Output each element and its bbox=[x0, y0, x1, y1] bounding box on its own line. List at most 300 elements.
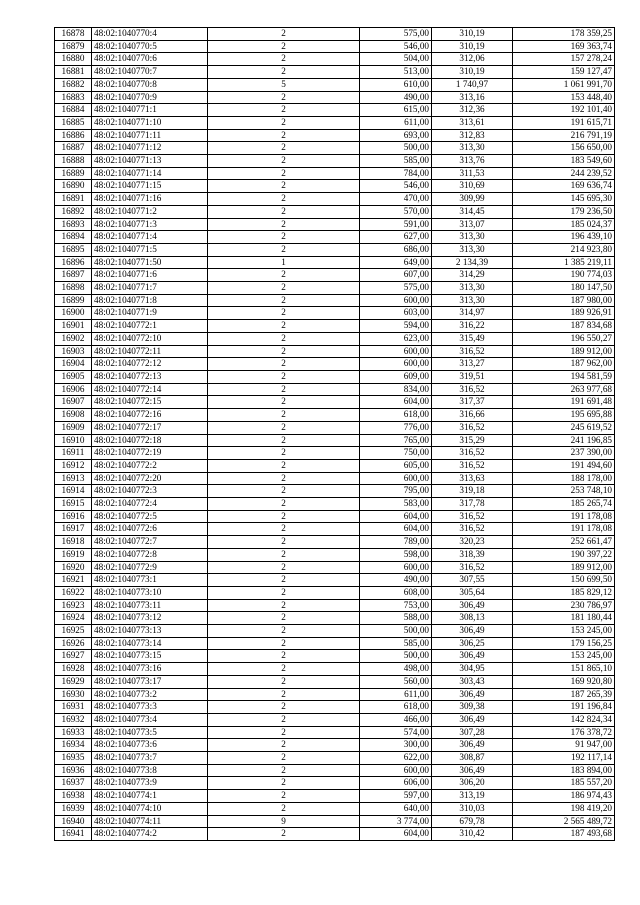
count-cell: 2 bbox=[208, 828, 360, 841]
area-cell: 750,00 bbox=[360, 447, 432, 460]
count-cell: 2 bbox=[208, 637, 360, 650]
area-cell: 575,00 bbox=[360, 28, 432, 41]
count-cell: 2 bbox=[208, 548, 360, 561]
area-cell: 3 774,00 bbox=[360, 815, 432, 828]
cadastral-number: 48:02:1040771:11 bbox=[92, 129, 208, 142]
rate-cell: 310,19 bbox=[432, 40, 513, 53]
area-cell: 598,00 bbox=[360, 548, 432, 561]
count-cell: 2 bbox=[208, 586, 360, 599]
rate-cell: 313,30 bbox=[432, 142, 513, 155]
count-cell: 2 bbox=[208, 713, 360, 726]
row-number: 16936 bbox=[55, 764, 92, 777]
cadastral-number: 48:02:1040772:6 bbox=[92, 523, 208, 536]
table-row bbox=[55, 78, 615, 91]
row-number: 16882 bbox=[55, 78, 92, 91]
rate-cell: 2 134,39 bbox=[432, 256, 513, 269]
value-cell: 187 265,39 bbox=[513, 688, 615, 701]
count-cell: 2 bbox=[208, 561, 360, 574]
value-cell: 153 245,00 bbox=[513, 650, 615, 663]
area-cell: 649,00 bbox=[360, 256, 432, 269]
table-row bbox=[55, 66, 615, 79]
row-number: 16939 bbox=[55, 802, 92, 815]
area-cell: 753,00 bbox=[360, 599, 432, 612]
rate-cell: 318,39 bbox=[432, 548, 513, 561]
value-cell: 169 636,74 bbox=[513, 180, 615, 193]
rate-cell: 306,49 bbox=[432, 713, 513, 726]
value-cell: 214 923,80 bbox=[513, 243, 615, 256]
count-cell: 2 bbox=[208, 142, 360, 155]
count-cell: 9 bbox=[208, 815, 360, 828]
rate-cell: 310,19 bbox=[432, 66, 513, 79]
table-row bbox=[55, 612, 615, 625]
row-number: 16920 bbox=[55, 561, 92, 574]
row-number: 16901 bbox=[55, 320, 92, 333]
area-cell: 834,00 bbox=[360, 383, 432, 396]
area-cell: 570,00 bbox=[360, 205, 432, 218]
table-row bbox=[55, 243, 615, 256]
value-cell: 191 494,60 bbox=[513, 459, 615, 472]
cadastral-number: 48:02:1040772:16 bbox=[92, 409, 208, 422]
area-cell: 640,00 bbox=[360, 802, 432, 815]
area-cell: 603,00 bbox=[360, 307, 432, 320]
row-number: 16887 bbox=[55, 142, 92, 155]
table-row bbox=[55, 548, 615, 561]
row-number: 16898 bbox=[55, 282, 92, 295]
value-cell: 179 236,50 bbox=[513, 205, 615, 218]
rate-cell: 306,49 bbox=[432, 650, 513, 663]
count-cell: 2 bbox=[208, 231, 360, 244]
rate-cell: 313,07 bbox=[432, 218, 513, 231]
rate-cell: 309,99 bbox=[432, 193, 513, 206]
cadastral-number: 48:02:1040771:2 bbox=[92, 205, 208, 218]
cadastral-number: 48:02:1040771:6 bbox=[92, 269, 208, 282]
value-cell: 189 912,00 bbox=[513, 345, 615, 358]
cadastral-number: 48:02:1040772:20 bbox=[92, 472, 208, 485]
count-cell: 2 bbox=[208, 66, 360, 79]
count-cell: 2 bbox=[208, 28, 360, 41]
area-cell: 597,00 bbox=[360, 790, 432, 803]
count-cell: 2 bbox=[208, 193, 360, 206]
table-row bbox=[55, 40, 615, 53]
value-cell: 153 245,00 bbox=[513, 625, 615, 638]
area-cell: 627,00 bbox=[360, 231, 432, 244]
count-cell: 2 bbox=[208, 739, 360, 752]
row-number: 16904 bbox=[55, 358, 92, 371]
row-number: 16916 bbox=[55, 510, 92, 523]
cadastral-number: 48:02:1040772:8 bbox=[92, 548, 208, 561]
row-number: 16890 bbox=[55, 180, 92, 193]
rate-cell: 312,06 bbox=[432, 53, 513, 66]
rate-cell: 314,45 bbox=[432, 205, 513, 218]
table-row bbox=[55, 574, 615, 587]
cadastral-number: 48:02:1040772:19 bbox=[92, 447, 208, 460]
rate-cell: 307,28 bbox=[432, 726, 513, 739]
table-row bbox=[55, 739, 615, 752]
rate-cell: 315,29 bbox=[432, 434, 513, 447]
table-row bbox=[55, 434, 615, 447]
cadastral-number: 48:02:1040772:9 bbox=[92, 561, 208, 574]
rate-cell: 312,36 bbox=[432, 104, 513, 117]
row-number: 16888 bbox=[55, 155, 92, 168]
count-cell: 2 bbox=[208, 802, 360, 815]
cadastral-number: 48:02:1040773:12 bbox=[92, 612, 208, 625]
table-row bbox=[55, 675, 615, 688]
value-cell: 241 196,85 bbox=[513, 434, 615, 447]
value-cell: 190 774,03 bbox=[513, 269, 615, 282]
row-number: 16883 bbox=[55, 91, 92, 104]
value-cell: 216 791,19 bbox=[513, 129, 615, 142]
cadastral-number: 48:02:1040770:8 bbox=[92, 78, 208, 91]
table-row bbox=[55, 523, 615, 536]
table-row bbox=[55, 409, 615, 422]
area-cell: 607,00 bbox=[360, 269, 432, 282]
cadastral-number: 48:02:1040770:7 bbox=[92, 66, 208, 79]
cadastral-number: 48:02:1040773:6 bbox=[92, 739, 208, 752]
cadastral-number: 48:02:1040771:15 bbox=[92, 180, 208, 193]
cadastral-number: 48:02:1040773:3 bbox=[92, 701, 208, 714]
count-cell: 2 bbox=[208, 104, 360, 117]
cadastral-number: 48:02:1040771:1 bbox=[92, 104, 208, 117]
row-number: 16926 bbox=[55, 637, 92, 650]
row-number: 16931 bbox=[55, 701, 92, 714]
count-cell: 2 bbox=[208, 129, 360, 142]
area-cell: 500,00 bbox=[360, 625, 432, 638]
area-cell: 600,00 bbox=[360, 561, 432, 574]
table-row bbox=[55, 294, 615, 307]
area-cell: 600,00 bbox=[360, 764, 432, 777]
table-row bbox=[55, 713, 615, 726]
area-cell: 600,00 bbox=[360, 358, 432, 371]
row-number: 16892 bbox=[55, 205, 92, 218]
count-cell: 2 bbox=[208, 205, 360, 218]
rate-cell: 316,52 bbox=[432, 421, 513, 434]
row-number: 16880 bbox=[55, 53, 92, 66]
table-row bbox=[55, 205, 615, 218]
cadastral-number: 48:02:1040771:4 bbox=[92, 231, 208, 244]
table-row bbox=[55, 472, 615, 485]
table-row bbox=[55, 142, 615, 155]
cadastral-number: 48:02:1040772:2 bbox=[92, 459, 208, 472]
area-cell: 470,00 bbox=[360, 193, 432, 206]
table-row bbox=[55, 599, 615, 612]
cadastral-number: 48:02:1040773:7 bbox=[92, 752, 208, 765]
value-cell: 187 962,00 bbox=[513, 358, 615, 371]
row-number: 16935 bbox=[55, 752, 92, 765]
area-cell: 789,00 bbox=[360, 536, 432, 549]
value-cell: 169 363,74 bbox=[513, 40, 615, 53]
cadastral-number: 48:02:1040773:1 bbox=[92, 574, 208, 587]
row-number: 16930 bbox=[55, 688, 92, 701]
count-cell: 2 bbox=[208, 396, 360, 409]
count-cell: 2 bbox=[208, 764, 360, 777]
count-cell: 2 bbox=[208, 459, 360, 472]
row-number: 16919 bbox=[55, 548, 92, 561]
rate-cell: 310,03 bbox=[432, 802, 513, 815]
area-cell: 693,00 bbox=[360, 129, 432, 142]
row-number: 16886 bbox=[55, 129, 92, 142]
row-number: 16938 bbox=[55, 790, 92, 803]
count-cell: 2 bbox=[208, 269, 360, 282]
value-cell: 196 550,27 bbox=[513, 332, 615, 345]
area-cell: 623,00 bbox=[360, 332, 432, 345]
count-cell: 2 bbox=[208, 574, 360, 587]
cadastral-number: 48:02:1040772:5 bbox=[92, 510, 208, 523]
table-row bbox=[55, 358, 615, 371]
value-cell: 245 619,52 bbox=[513, 421, 615, 434]
rate-cell: 313,27 bbox=[432, 358, 513, 371]
table-row bbox=[55, 561, 615, 574]
table-row bbox=[55, 663, 615, 676]
rate-cell: 316,52 bbox=[432, 561, 513, 574]
table-row bbox=[55, 129, 615, 142]
rate-cell: 316,52 bbox=[432, 383, 513, 396]
value-cell: 159 127,47 bbox=[513, 66, 615, 79]
count-cell: 2 bbox=[208, 383, 360, 396]
value-cell: 157 278,24 bbox=[513, 53, 615, 66]
row-number: 16885 bbox=[55, 116, 92, 129]
value-cell: 191 196,84 bbox=[513, 701, 615, 714]
value-cell: 145 695,30 bbox=[513, 193, 615, 206]
count-cell: 2 bbox=[208, 282, 360, 295]
value-cell: 183 894,00 bbox=[513, 764, 615, 777]
count-cell: 2 bbox=[208, 790, 360, 803]
rate-cell: 313,16 bbox=[432, 91, 513, 104]
value-cell: 91 947,00 bbox=[513, 739, 615, 752]
rate-cell: 316,52 bbox=[432, 523, 513, 536]
table-row bbox=[55, 320, 615, 333]
area-cell: 546,00 bbox=[360, 180, 432, 193]
area-cell: 605,00 bbox=[360, 459, 432, 472]
value-cell: 191 178,08 bbox=[513, 510, 615, 523]
rate-cell: 1 740,97 bbox=[432, 78, 513, 91]
value-cell: 156 650,00 bbox=[513, 142, 615, 155]
cadastral-number: 48:02:1040773:10 bbox=[92, 586, 208, 599]
cadastral-number: 48:02:1040772:4 bbox=[92, 498, 208, 511]
row-number: 16891 bbox=[55, 193, 92, 206]
row-number: 16929 bbox=[55, 675, 92, 688]
cadastral-number: 48:02:1040773:2 bbox=[92, 688, 208, 701]
count-cell: 2 bbox=[208, 625, 360, 638]
row-number: 16923 bbox=[55, 599, 92, 612]
value-cell: 188 178,00 bbox=[513, 472, 615, 485]
cadastral-number: 48:02:1040770:6 bbox=[92, 53, 208, 66]
count-cell: 2 bbox=[208, 726, 360, 739]
count-cell: 2 bbox=[208, 536, 360, 549]
row-number: 16906 bbox=[55, 383, 92, 396]
count-cell: 2 bbox=[208, 752, 360, 765]
value-cell: 169 920,80 bbox=[513, 675, 615, 688]
table-row bbox=[55, 650, 615, 663]
rate-cell: 317,37 bbox=[432, 396, 513, 409]
rate-cell: 317,78 bbox=[432, 498, 513, 511]
rate-cell: 316,52 bbox=[432, 345, 513, 358]
area-cell: 490,00 bbox=[360, 91, 432, 104]
value-cell: 187 493,68 bbox=[513, 828, 615, 841]
area-cell: 498,00 bbox=[360, 663, 432, 676]
rate-cell: 313,76 bbox=[432, 155, 513, 168]
cadastral-number: 48:02:1040774:1 bbox=[92, 790, 208, 803]
count-cell: 2 bbox=[208, 294, 360, 307]
value-cell: 191 178,08 bbox=[513, 523, 615, 536]
count-cell: 2 bbox=[208, 180, 360, 193]
rate-cell: 319,18 bbox=[432, 485, 513, 498]
value-cell: 1 061 991,70 bbox=[513, 78, 615, 91]
rate-cell: 305,64 bbox=[432, 586, 513, 599]
count-cell: 2 bbox=[208, 218, 360, 231]
area-cell: 600,00 bbox=[360, 345, 432, 358]
value-cell: 191 615,71 bbox=[513, 116, 615, 129]
cadastral-number: 48:02:1040771:16 bbox=[92, 193, 208, 206]
area-cell: 765,00 bbox=[360, 434, 432, 447]
table-row bbox=[55, 116, 615, 129]
area-cell: 604,00 bbox=[360, 828, 432, 841]
area-cell: 604,00 bbox=[360, 523, 432, 536]
rate-cell: 308,13 bbox=[432, 612, 513, 625]
area-cell: 594,00 bbox=[360, 320, 432, 333]
cadastral-number: 48:02:1040773:15 bbox=[92, 650, 208, 663]
count-cell: 2 bbox=[208, 523, 360, 536]
count-cell: 2 bbox=[208, 40, 360, 53]
table-row bbox=[55, 802, 615, 815]
value-cell: 180 147,50 bbox=[513, 282, 615, 295]
table-row bbox=[55, 498, 615, 511]
value-cell: 153 448,40 bbox=[513, 91, 615, 104]
value-cell: 187 834,68 bbox=[513, 320, 615, 333]
cadastral-number: 48:02:1040772:18 bbox=[92, 434, 208, 447]
rate-cell: 306,49 bbox=[432, 625, 513, 638]
table-row bbox=[55, 53, 615, 66]
count-cell: 1 bbox=[208, 256, 360, 269]
rate-cell: 316,52 bbox=[432, 510, 513, 523]
count-cell: 2 bbox=[208, 777, 360, 790]
rate-cell: 314,29 bbox=[432, 269, 513, 282]
row-number: 16895 bbox=[55, 243, 92, 256]
table-row bbox=[55, 752, 615, 765]
area-cell: 611,00 bbox=[360, 688, 432, 701]
count-cell: 2 bbox=[208, 472, 360, 485]
table-row bbox=[55, 155, 615, 168]
cadastral-number: 48:02:1040773:13 bbox=[92, 625, 208, 638]
value-cell: 194 581,59 bbox=[513, 370, 615, 383]
area-cell: 618,00 bbox=[360, 409, 432, 422]
rate-cell: 313,30 bbox=[432, 231, 513, 244]
value-cell: 253 748,10 bbox=[513, 485, 615, 498]
row-number: 16893 bbox=[55, 218, 92, 231]
value-cell: 151 865,10 bbox=[513, 663, 615, 676]
area-cell: 600,00 bbox=[360, 472, 432, 485]
value-cell: 252 661,47 bbox=[513, 536, 615, 549]
value-cell: 196 439,10 bbox=[513, 231, 615, 244]
row-number: 16908 bbox=[55, 409, 92, 422]
count-cell: 2 bbox=[208, 701, 360, 714]
rate-cell: 312,83 bbox=[432, 129, 513, 142]
table-row bbox=[55, 447, 615, 460]
table-row bbox=[55, 777, 615, 790]
row-number: 16914 bbox=[55, 485, 92, 498]
cadastral-number: 48:02:1040773:11 bbox=[92, 599, 208, 612]
area-cell: 611,00 bbox=[360, 116, 432, 129]
count-cell: 2 bbox=[208, 155, 360, 168]
value-cell: 1 385 219,11 bbox=[513, 256, 615, 269]
row-number: 16909 bbox=[55, 421, 92, 434]
count-cell: 2 bbox=[208, 320, 360, 333]
count-cell: 2 bbox=[208, 358, 360, 371]
cadastral-number: 48:02:1040772:17 bbox=[92, 421, 208, 434]
area-cell: 575,00 bbox=[360, 282, 432, 295]
cadastral-number: 48:02:1040773:14 bbox=[92, 637, 208, 650]
table-row bbox=[55, 91, 615, 104]
count-cell: 5 bbox=[208, 78, 360, 91]
cadastral-number: 48:02:1040772:3 bbox=[92, 485, 208, 498]
count-cell: 2 bbox=[208, 243, 360, 256]
row-number: 16927 bbox=[55, 650, 92, 663]
rate-cell: 303,43 bbox=[432, 675, 513, 688]
count-cell: 2 bbox=[208, 91, 360, 104]
area-cell: 686,00 bbox=[360, 243, 432, 256]
value-cell: 191 691,48 bbox=[513, 396, 615, 409]
count-cell: 2 bbox=[208, 688, 360, 701]
count-cell: 2 bbox=[208, 167, 360, 180]
row-number: 16921 bbox=[55, 574, 92, 587]
rate-cell: 315,49 bbox=[432, 332, 513, 345]
rate-cell: 311,53 bbox=[432, 167, 513, 180]
area-cell: 608,00 bbox=[360, 586, 432, 599]
value-cell: 263 977,68 bbox=[513, 383, 615, 396]
table-row bbox=[55, 764, 615, 777]
row-number: 16896 bbox=[55, 256, 92, 269]
row-number: 16879 bbox=[55, 40, 92, 53]
count-cell: 2 bbox=[208, 447, 360, 460]
cadastral-number: 48:02:1040771:14 bbox=[92, 167, 208, 180]
row-number: 16910 bbox=[55, 434, 92, 447]
row-number: 16899 bbox=[55, 294, 92, 307]
table-row bbox=[55, 269, 615, 282]
row-number: 16915 bbox=[55, 498, 92, 511]
area-cell: 610,00 bbox=[360, 78, 432, 91]
cadastral-number: 48:02:1040773:8 bbox=[92, 764, 208, 777]
rate-cell: 306,49 bbox=[432, 739, 513, 752]
area-cell: 546,00 bbox=[360, 40, 432, 53]
rate-cell: 320,23 bbox=[432, 536, 513, 549]
row-number: 16940 bbox=[55, 815, 92, 828]
rate-cell: 307,55 bbox=[432, 574, 513, 587]
table-row bbox=[55, 790, 615, 803]
count-cell: 2 bbox=[208, 409, 360, 422]
row-number: 16889 bbox=[55, 167, 92, 180]
value-cell: 181 180,44 bbox=[513, 612, 615, 625]
table-row bbox=[55, 637, 615, 650]
table-row bbox=[55, 510, 615, 523]
count-cell: 2 bbox=[208, 307, 360, 320]
value-cell: 185 265,74 bbox=[513, 498, 615, 511]
area-cell: 583,00 bbox=[360, 498, 432, 511]
row-number: 16905 bbox=[55, 370, 92, 383]
cadastral-number: 48:02:1040772:12 bbox=[92, 358, 208, 371]
area-cell: 618,00 bbox=[360, 701, 432, 714]
value-cell: 183 549,60 bbox=[513, 155, 615, 168]
table-row bbox=[55, 180, 615, 193]
rate-cell: 316,66 bbox=[432, 409, 513, 422]
rate-cell: 316,22 bbox=[432, 320, 513, 333]
value-cell: 192 117,14 bbox=[513, 752, 615, 765]
row-number: 16907 bbox=[55, 396, 92, 409]
table-row bbox=[55, 396, 615, 409]
value-cell: 185 024,37 bbox=[513, 218, 615, 231]
area-cell: 500,00 bbox=[360, 650, 432, 663]
area-cell: 585,00 bbox=[360, 637, 432, 650]
value-cell: 237 390,00 bbox=[513, 447, 615, 460]
cadastral-number: 48:02:1040772:10 bbox=[92, 332, 208, 345]
